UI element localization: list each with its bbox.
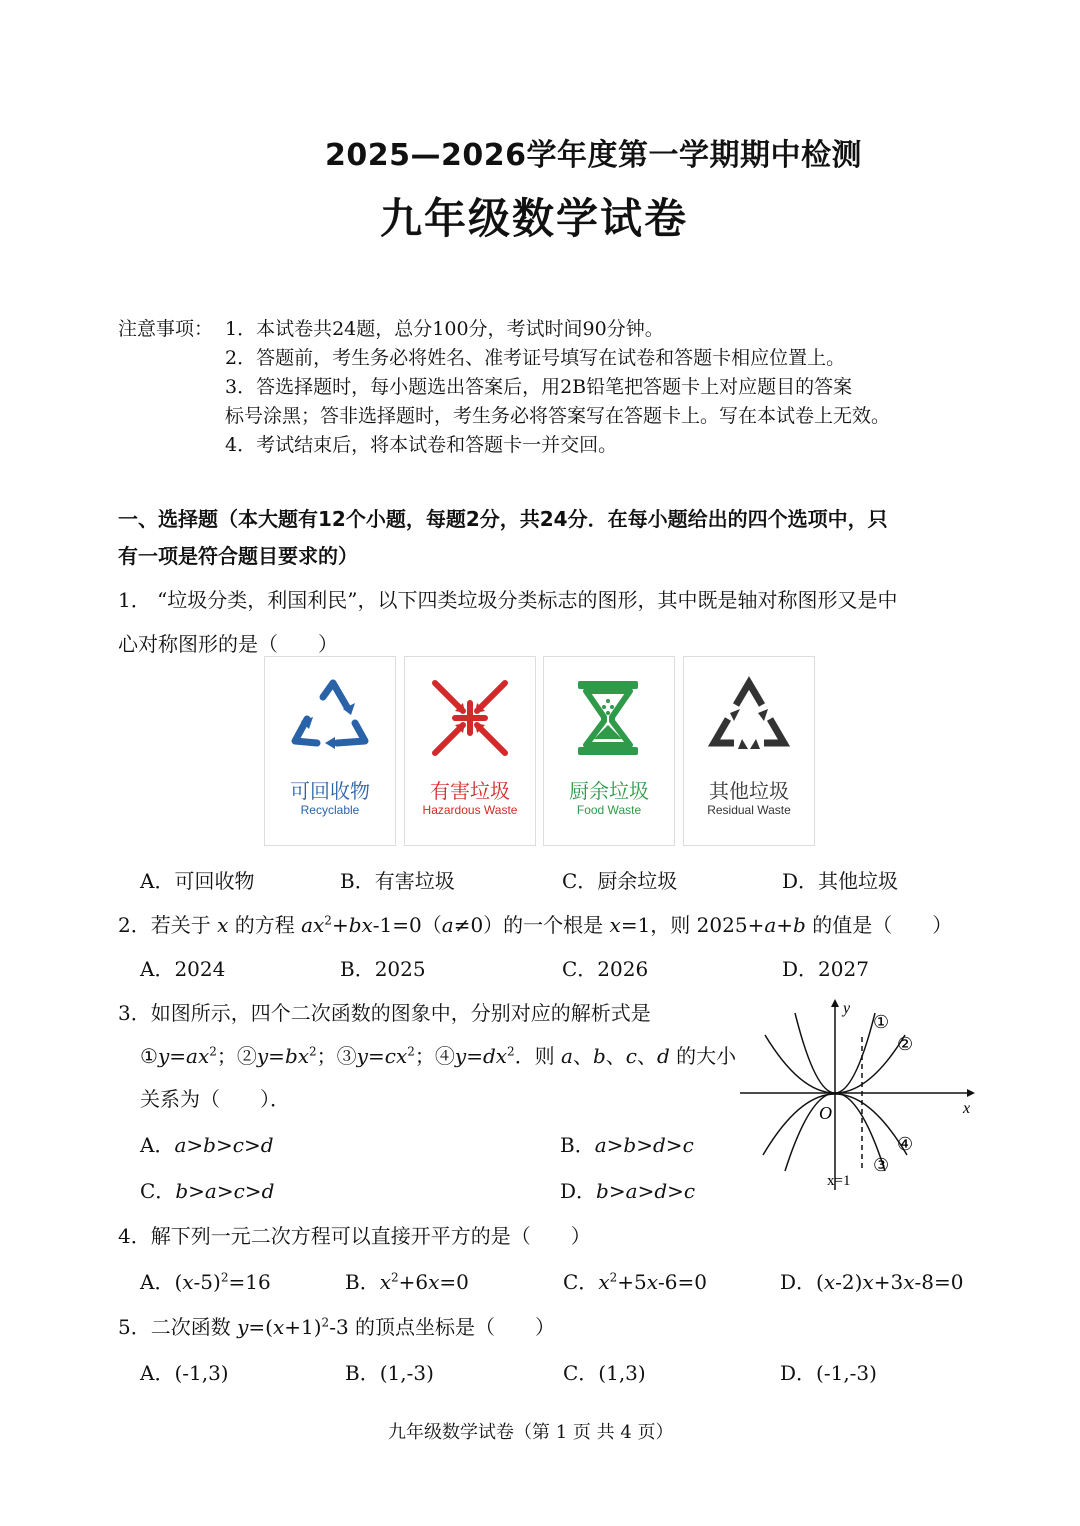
hourglass-icon [564,675,654,765]
q4-option-c: C．$x^2+5x-6=0$ [563,1270,707,1294]
q2-option-c: C．2026 [562,957,649,981]
parabola-graph [735,995,985,1195]
curve-2-label: ② [897,1034,914,1055]
q5-option-c: C．(1,3) [563,1361,646,1385]
notes-label: 注意事项： [118,318,214,340]
note-item-2: 2．答题前，考生务必将姓名、准考证号填写在试卷和答题卡相应位置上。 [225,347,846,369]
note-item-1: 1．本试卷共24题，总分100分，考试时间90分钟。 [225,318,664,340]
curve-1-label: ① [873,1012,890,1033]
card-label-zh: 厨余垃圾 [569,779,649,803]
origin-label: O [819,1103,832,1123]
y-axis-label: y [843,1000,851,1017]
waste-card-recyclable [264,656,396,846]
q4-option-b: B．$x^2+6x=0$ [345,1270,469,1294]
card-label-en: Food Waste [576,803,642,817]
hazard-arrows-icon [425,675,515,765]
q3-option-c: C．b>a>c>d [140,1179,275,1203]
question-4-text: 4．解下列一元二次方程可以直接开平方的是（ ） [118,1224,591,1248]
q2-option-d: D．2027 [782,957,869,981]
question-1-text-cont: 心对称图形的是（ ） [118,632,338,656]
q2-option-a: A．2024 [140,957,226,981]
card-label-en: Residual Waste [707,803,791,817]
waste-card-food [543,656,675,846]
q4-option-a: A．$(x-5)^2=16$ [140,1270,271,1294]
section-1-heading-cont: 有一项是符合题目要求的） [118,544,358,568]
q3-option-a: A．a>b>c>d [140,1133,274,1157]
question-3-formulas: $①y=ax^2$；$②y=bx^2$；$③y=cx^2$；$④y=dx^2$．则 a、b、c、d 的大小 [140,1044,737,1068]
note-item-3b: 标号涂黑；答非选择题时，考生务必将答案写在答题卡上。写在本试卷上无效。 [225,405,891,427]
note-item-4: 4．考试结束后，将本试卷和答题卡一并交回。 [225,434,618,456]
card-label-en: Recyclable [300,803,360,817]
waste-card-residual [683,656,815,846]
triangle-arrows-icon [704,675,794,765]
waste-card-hazardous [404,656,536,846]
q5-option-b: B．(1,-3) [345,1361,434,1385]
card-label-en: Hazardous Waste [422,803,518,817]
page-footer: 九年级数学试卷（第 1 页 共 4 页） [388,1422,674,1443]
curve-4-label: ④ [897,1134,914,1155]
question-5-text: 5．二次函数 $y=(x+1)^2-3$ 的顶点坐标是（ ） [118,1315,556,1339]
question-1-text: 1． “垃圾分类，利国利民”，以下四类垃圾分类标志的图形，其中既是轴对称图形又是中 [118,588,898,612]
x-axis-label: x [963,1100,971,1117]
card-label-zh: 有害垃圾 [430,779,510,803]
exam-term-title: 2025—2026学年度第一学期期中检测 [325,138,862,173]
q1-option-b: B．有害垃圾 [340,869,455,893]
card-label-zh: 其他垃圾 [709,779,789,803]
question-3-text-cont: 关系为（ ）． [140,1087,290,1111]
exam-subject-title: 九年级数学试卷 [380,194,689,243]
q1-option-a: A．可回收物 [140,869,255,893]
q3-option-d: D．b>a>d>c [560,1179,696,1203]
q1-option-c: C．厨余垃圾 [562,869,678,893]
q5-option-a: A．(-1,3) [140,1361,229,1385]
recycle-icon [285,675,375,765]
q3-option-b: B．a>b>d>c [560,1133,694,1157]
question-3-text: 3．如图所示，四个二次函数的图象中，分别对应的解析式是 [118,1001,651,1025]
q4-option-d: D．(x-2)x+3x-8=0 [780,1270,964,1294]
card-label-zh: 可回收物 [290,779,370,803]
section-1-heading: 一、选择题（本大题有12个小题，每题2分，共24分．在每小题给出的四个选项中，只 [118,507,888,531]
q2-option-b: B．2025 [340,957,426,981]
question-2-text: 2．若关于 x 的方程 $ax^2+bx-1=0(a\ne 0)$的一个根是 x=1，则 2025+a+b 的值是（ ） [118,913,953,937]
q1-option-d: D．其他垃圾 [782,869,899,893]
line-x1-label: x=1 [827,1173,851,1189]
note-item-3a: 3．答选择题时，每小题选出答案后，用2B铅笔把答题卡上对应题目的答案 [225,376,853,398]
q5-option-d: D．(-1,-3) [780,1361,877,1385]
curve-3-label: ③ [873,1155,890,1176]
